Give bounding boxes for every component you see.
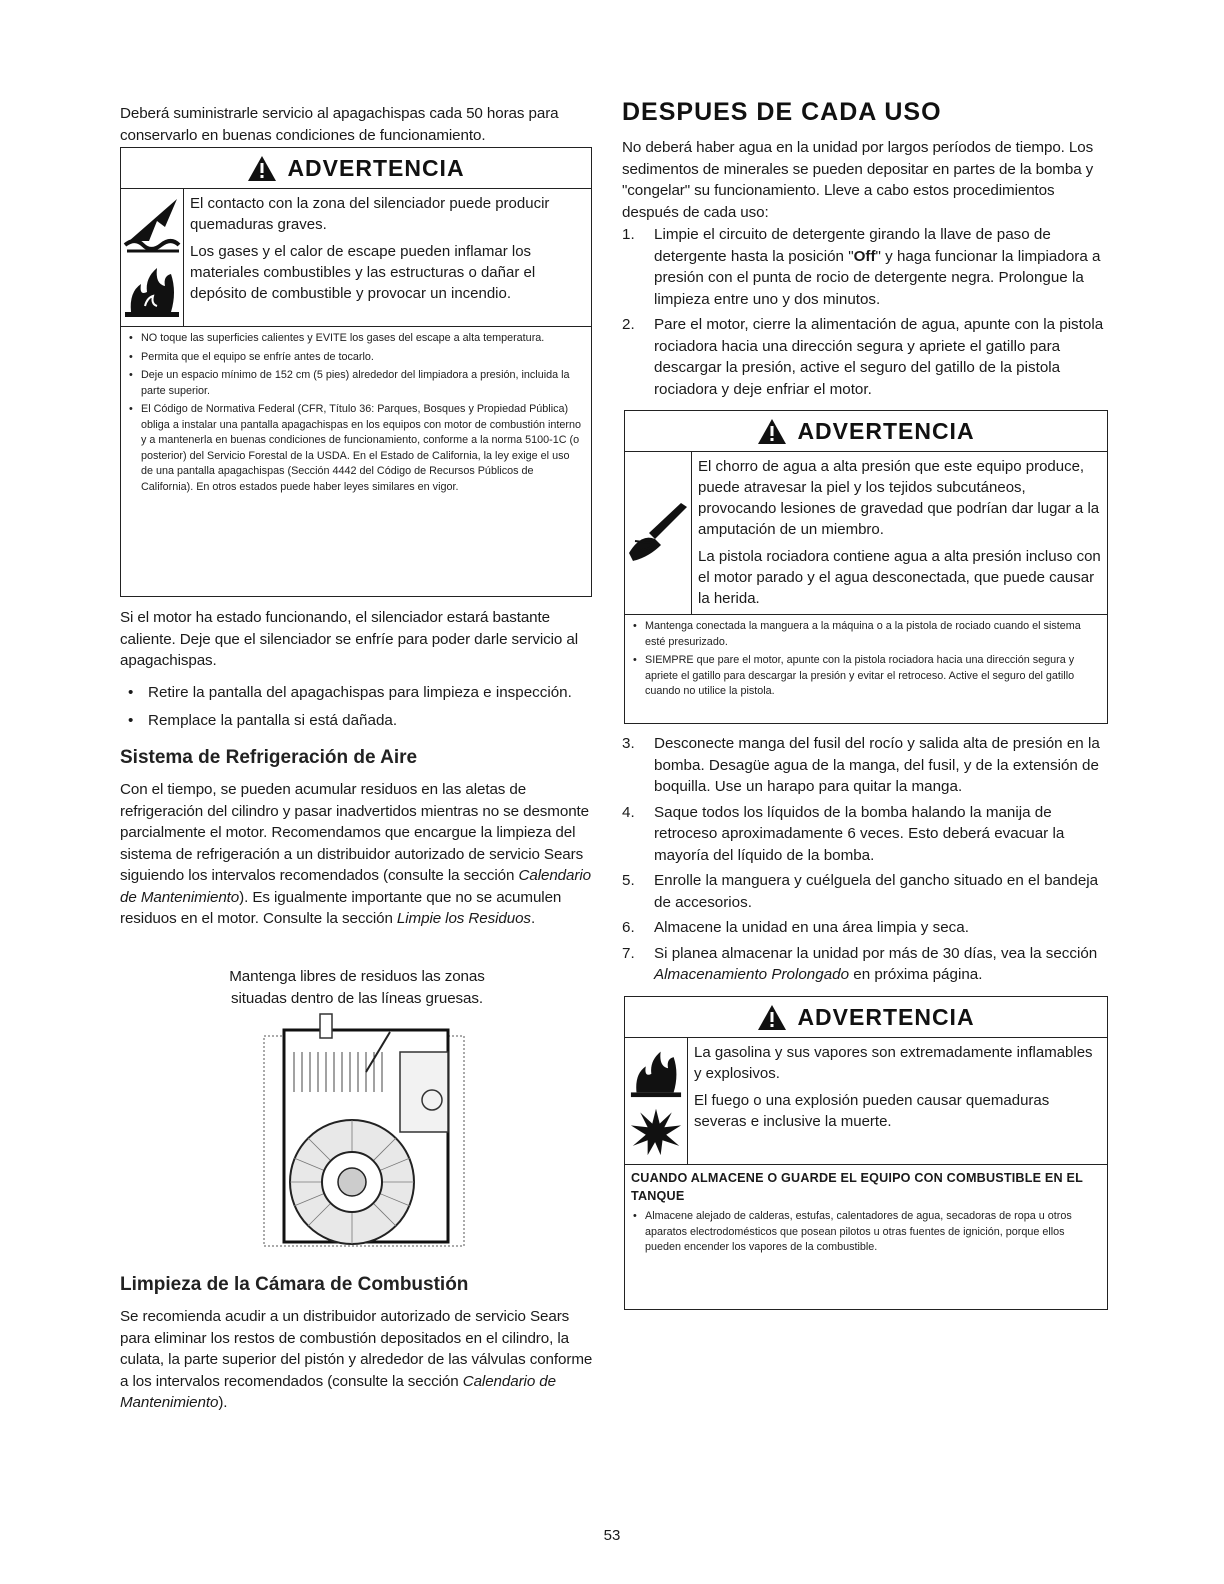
step-text: Enrolle la manguera y cuélguela del gancho situado en el bandeja de accesorios.	[654, 872, 1099, 911]
warning-box-high-pressure	[624, 410, 1108, 724]
cooling-text: .	[530, 910, 536, 927]
hazard-icons	[625, 452, 692, 614]
cooling-section-title: Sistema de Refrigeración de Aire	[120, 747, 418, 768]
cooling-text: ). Es igualmente importante que no se acumulen residuos en el motor. Consulte la sección	[120, 888, 562, 927]
figure-caption: Mantenga libres de residuos las zonas situadas dentro de las líneas gruesas.	[229, 968, 485, 1007]
bullet-item: • Retire la pantalla del apagachispas para limpieza e inspección.	[128, 682, 594, 704]
step-text: Pare el motor, cierre la alimentación de agua, apunte con la pistola rociadora hacia una dirección segura y apriete el gatillo para descargar la presión, active el seguro del gatillo de la pistola rociadora y deje enfriar el motor.	[654, 316, 1104, 398]
warning-text	[692, 452, 1107, 614]
warning-bullet: • Almacene alejado de calderas, estufas, calentadores de agua, secadoras de ropa u otros aparatos electrodomésticos que posean pilotos u otras fuentes de ignición, porque ellos pueden encender los vapores de la combustible.	[633, 1209, 1099, 1256]
step-text: Si planea almacenar la unidad por más de 30 días, vea la sección	[654, 944, 1098, 962]
step-text: Limpie el circuito de detergente girando la llave de paso de detergente hasta la posición "	[654, 226, 1051, 265]
warning-word: ADVERTENCIA	[287, 154, 465, 181]
warning-bullet: • Permita que el equipo se enfríe antes de tocarlo.	[129, 350, 583, 366]
hazard-icons	[625, 1038, 688, 1164]
step-text: en próxima página.	[849, 966, 983, 983]
fire-icon	[121, 262, 183, 318]
warning-bullet: • SIEMPRE que pare el motor, apunte con la pistola rociadora hacia una dirección segura y apriete el gatillo para descargar la presión y evitar el retroceso. Active el seguro del gatillo cuando no utilice la pistola.	[633, 653, 1099, 700]
warning-bullet-list	[625, 615, 1107, 707]
step-text: Saque todos los líquidos de la bomba halando la manija de retroceso aproximadamente 6 veces. Esto deberá evacuar la mayoría del líquido de la bomba.	[654, 803, 1065, 864]
after-use-steps-1	[622, 224, 1108, 404]
combustion-reference-maintenance: Calendario de Mantenimiento	[120, 1372, 556, 1411]
step-number: 3.	[622, 735, 635, 752]
engine-cooling-illustration	[260, 1012, 472, 1252]
after-warning-paragraph: Si el motor ha estado funcionando, el silenciador estará bastante caliente. Deje que el silenciador se enfríe para poder darle servicio al apagachispas.	[120, 609, 578, 669]
combustion-paragraph	[120, 1306, 594, 1414]
step-item	[622, 224, 1108, 310]
step-item	[622, 802, 1108, 867]
warning-bullet-list	[121, 327, 591, 502]
page-number: 53	[603, 1527, 621, 1544]
warning-box-muffler	[120, 147, 592, 597]
cooling-reference-residues: Limpie los Residuos	[396, 910, 531, 927]
step-number: 4.	[622, 803, 635, 821]
warning-hazard-row	[121, 189, 591, 327]
warning-text-injection: El chorro de agua a alta presión que este equipo produce, puede atravesar la piel y los tejidos subcutáneos, provocando lesiones de gravedad que podrían dar lugar a la amputación de un miembro.	[698, 458, 1100, 538]
intro-paragraph: Deberá suministrarle servicio al apagachispas cada 50 horas para conservarlo en buenas condiciones de funcionamiento.	[120, 105, 559, 144]
after-use-intro: No deberá haber agua en la unidad por largos períodos de tiempo. Los sedimentos de minerales se pueden depositar en partes de la bomba y "congelar" su funcionamiento. Lleve a cabo estos procedimientos después de cada uso:	[622, 139, 1094, 221]
warning-bullet: • El Código de Normativa Federal (CFR, Título 36: Parques, Bosques y Propiedad Pública) obliga a instalar una pantalla apagachispas en los equipos con motor de combustión interno y a mantenerla en buenas condiciones de funcionamiento, conforme a la norma 5100-1C (o posterior) del Servicio Forestal de la USDA. En el Estado de California, la ley exige el uso de una pantalla apagachispas (Sección 4442 del Código de Recursos Públicos de California). En otros estados puede haber leyes similares en vigor.	[129, 402, 583, 495]
step-item	[622, 870, 1108, 913]
warning-text-burn: El contacto con la zona del silenciador puede producir quemaduras graves.	[190, 195, 550, 233]
warning-text-explosion: El fuego o una explosión pueden causar quemaduras severas e inclusive la muerte.	[694, 1092, 1050, 1130]
step-text: Almacene la unidad en una área limpia y seca.	[654, 919, 969, 936]
step-number: 7.	[622, 944, 635, 962]
step-number: 5.	[622, 872, 635, 889]
spark-arrester-bullets	[128, 682, 594, 737]
warning-bullet: • Deje un espacio mínimo de 152 cm (5 pies) alrededor del limpiadora a presión, incluida la parte superior.	[129, 368, 583, 399]
step-number: 1.	[622, 226, 635, 243]
warning-bullet: • Mantenga conectada la manguera a la máquina o a la pistola de rociado cuando el sistema esté presurizado.	[633, 619, 1099, 650]
warning-box-fuel	[624, 996, 1108, 1310]
hot-surface-icon	[121, 197, 183, 253]
step-item	[622, 733, 1108, 798]
after-use-title: DESPUES DE CADA USO	[622, 98, 942, 126]
step-number: 6.	[622, 919, 635, 936]
fire-icon	[625, 1046, 687, 1098]
step-bold: Off	[853, 247, 876, 265]
step-item	[622, 943, 1108, 986]
after-use-steps-2	[622, 733, 1108, 990]
warning-triangle-icon	[757, 1004, 787, 1031]
combustion-text: ).	[218, 1394, 228, 1411]
warning-header	[625, 411, 1107, 452]
warning-hazard-row	[625, 1038, 1107, 1165]
warning-text	[184, 189, 591, 326]
warning-header	[121, 148, 591, 189]
explosion-icon	[625, 1105, 687, 1157]
warning-triangle-icon	[247, 155, 277, 182]
cooling-text: Con el tiempo, se pueden acumular residuos en las aletas de refrigeración del cilindro y pasar inadvertidos mientras no se desmonte parcialmente el motor. Recomendamos que encargue la limpieza del sistema de refrigeración a un distribuidor autorizado de servicio Sears siguiendo los intervalos recomendados (consulte la sección	[120, 781, 590, 884]
warning-bullet: • NO toque las superficies calientes y EVITE los gases del escape a alta temperatura.	[129, 331, 583, 347]
step-text: " y haga funcionar la limpiadora a presión con el punta de rocio de detergente negra. Prolongue la limpieza entre uno y dos minutos.	[654, 247, 1101, 308]
step-text: Desconecte manga del fusil del rocío y salida alta de presión en la bomba. Desagüe agua de la manga, del fusil, y de la extensión de boquilla. Use un harapo para quitar la manga.	[654, 735, 1100, 795]
warning-header	[625, 997, 1107, 1038]
step-item	[622, 314, 1108, 400]
hazard-icons	[121, 189, 184, 326]
cooling-paragraph	[120, 779, 594, 930]
bullet-item: • Remplace la pantalla si está dañada.	[128, 710, 594, 732]
warning-text-fire: Los gases y el calor de escape pueden inflamar los materiales combustibles y las estructuras o dañar el depósito de combustible y provocar un incendio.	[190, 243, 536, 302]
step-item	[622, 917, 1108, 939]
cooling-reference-maintenance: Calendario de Mantenimiento	[120, 867, 591, 906]
warning-bullet-list	[625, 1205, 1107, 1263]
warning-triangle-icon	[757, 418, 787, 445]
combustion-text: Se recomienda acudir a un distribuidor autorizado de servicio Sears para eliminar los restos de combustión depositados en el cilindro, la culata, la parte superior del pistón y alrededor de las válvulas conforme a los intervalos recomendados (consulte la sección	[120, 1308, 593, 1390]
step-number: 2.	[622, 316, 635, 333]
warning-subheading: CUANDO ALMACENE O GUARDE EL EQUIPO CON COMBUSTIBLE EN EL TANQUE	[631, 1171, 1083, 1203]
warning-text	[688, 1038, 1107, 1164]
step-reference-storage: Almacenamiento Prolongado	[654, 966, 850, 983]
warning-word: ADVERTENCIA	[797, 417, 975, 444]
injection-hazard-icon	[625, 503, 691, 563]
warning-text-flammable: La gasolina y sus vapores son extremadamente inflamables y explosivos.	[694, 1044, 1093, 1082]
warning-word: ADVERTENCIA	[797, 1003, 975, 1030]
combustion-section-title: Limpieza de la Cámara de Combustión	[120, 1274, 469, 1295]
warning-hazard-row	[625, 452, 1107, 615]
warning-text-pressure: La pistola rociadora contiene agua a alta presión incluso con el motor parado y el agua desconectada, que puede causar la herida.	[698, 548, 1101, 607]
